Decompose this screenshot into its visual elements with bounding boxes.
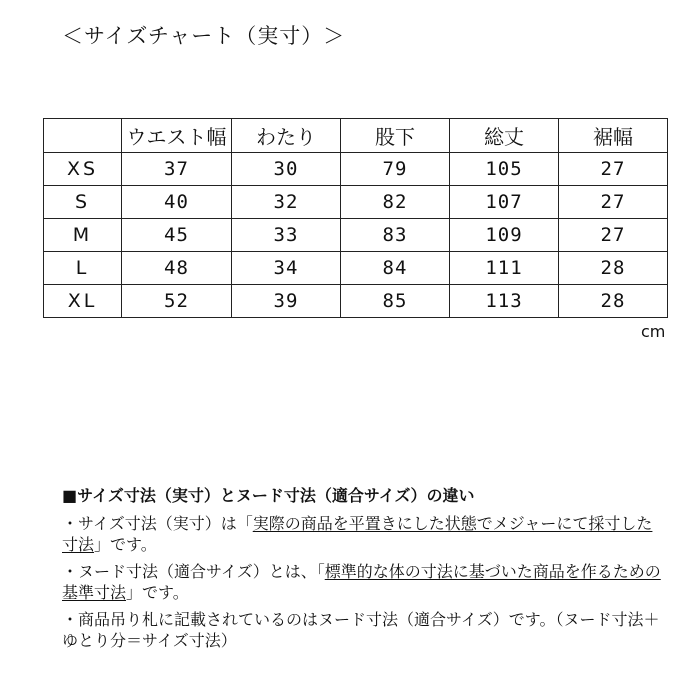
table-cell: 111 — [450, 252, 559, 285]
header-corner-cell — [44, 119, 122, 153]
header-total-length: 総丈 — [450, 119, 559, 153]
table-cell: 28 — [559, 285, 668, 318]
page-title: ＜サイズチャート（実寸）＞ — [62, 24, 346, 48]
table-cell: 113 — [450, 285, 559, 318]
table-cell: 84 — [341, 252, 450, 285]
table-cell: 37 — [122, 153, 232, 186]
table-cell: 30 — [232, 153, 341, 186]
table-row — [44, 153, 668, 186]
note-hang-tag: ・商品吊り札に記載されているのはヌード寸法（適合サイズ）です。（ヌード寸法＋ゆとり分＝サイズ寸法） — [62, 610, 660, 650]
size-label-cell: L — [44, 252, 122, 285]
unit-label: cm — [641, 322, 666, 341]
note-underlined-text: 実際の商品を平置きにした状態でメジャーにて採寸した寸法 — [62, 514, 653, 554]
table-cell: 28 — [559, 252, 668, 285]
table-cell: 52 — [122, 285, 232, 318]
note-nude-size — [62, 561, 662, 603]
size-label-cell: M — [44, 219, 122, 252]
size-label-cell: XL — [44, 285, 122, 318]
note-underlined-text: 標準的な体の寸法に基づいた商品を作るための基準寸法 — [62, 562, 661, 602]
table-cell: 27 — [559, 153, 668, 186]
table-row — [44, 252, 668, 285]
header-thigh: わたり — [232, 119, 341, 153]
note-text: 」です。 — [94, 535, 157, 554]
table-row — [44, 186, 668, 219]
table-cell: 83 — [341, 219, 450, 252]
header-inseam: 股下 — [341, 119, 450, 153]
table-cell: 27 — [559, 186, 668, 219]
table-cell: 33 — [232, 219, 341, 252]
table-cell: 45 — [122, 219, 232, 252]
table-cell: 105 — [450, 153, 559, 186]
header-waist: ウエスト幅 — [122, 119, 232, 153]
table-cell: 107 — [450, 186, 559, 219]
notes-heading: ■サイズ寸法（実寸）とヌード寸法（適合サイズ）の違い — [62, 486, 475, 505]
note-text: 」です。 — [126, 583, 189, 602]
table-cell: 32 — [232, 186, 341, 219]
table-cell: 82 — [341, 186, 450, 219]
note-actual-size — [62, 513, 662, 555]
size-label-cell: S — [44, 186, 122, 219]
table-cell: 34 — [232, 252, 341, 285]
table-row — [44, 219, 668, 252]
table-header-row — [44, 119, 668, 153]
table-cell: 109 — [450, 219, 559, 252]
table-cell: 40 — [122, 186, 232, 219]
size-label-cell: XS — [44, 153, 122, 186]
size-chart-table — [43, 118, 668, 318]
note-text: ・ヌード寸法（適合サイズ）とは、「 — [62, 562, 325, 581]
table-cell: 39 — [232, 285, 341, 318]
table-cell: 48 — [122, 252, 232, 285]
table-cell: 27 — [559, 219, 668, 252]
table-row — [44, 285, 668, 318]
header-hem-width: 裾幅 — [559, 119, 668, 153]
note-text: ・サイズ寸法（実寸）は「 — [62, 514, 253, 533]
table-cell: 79 — [341, 153, 450, 186]
table-cell: 85 — [341, 285, 450, 318]
